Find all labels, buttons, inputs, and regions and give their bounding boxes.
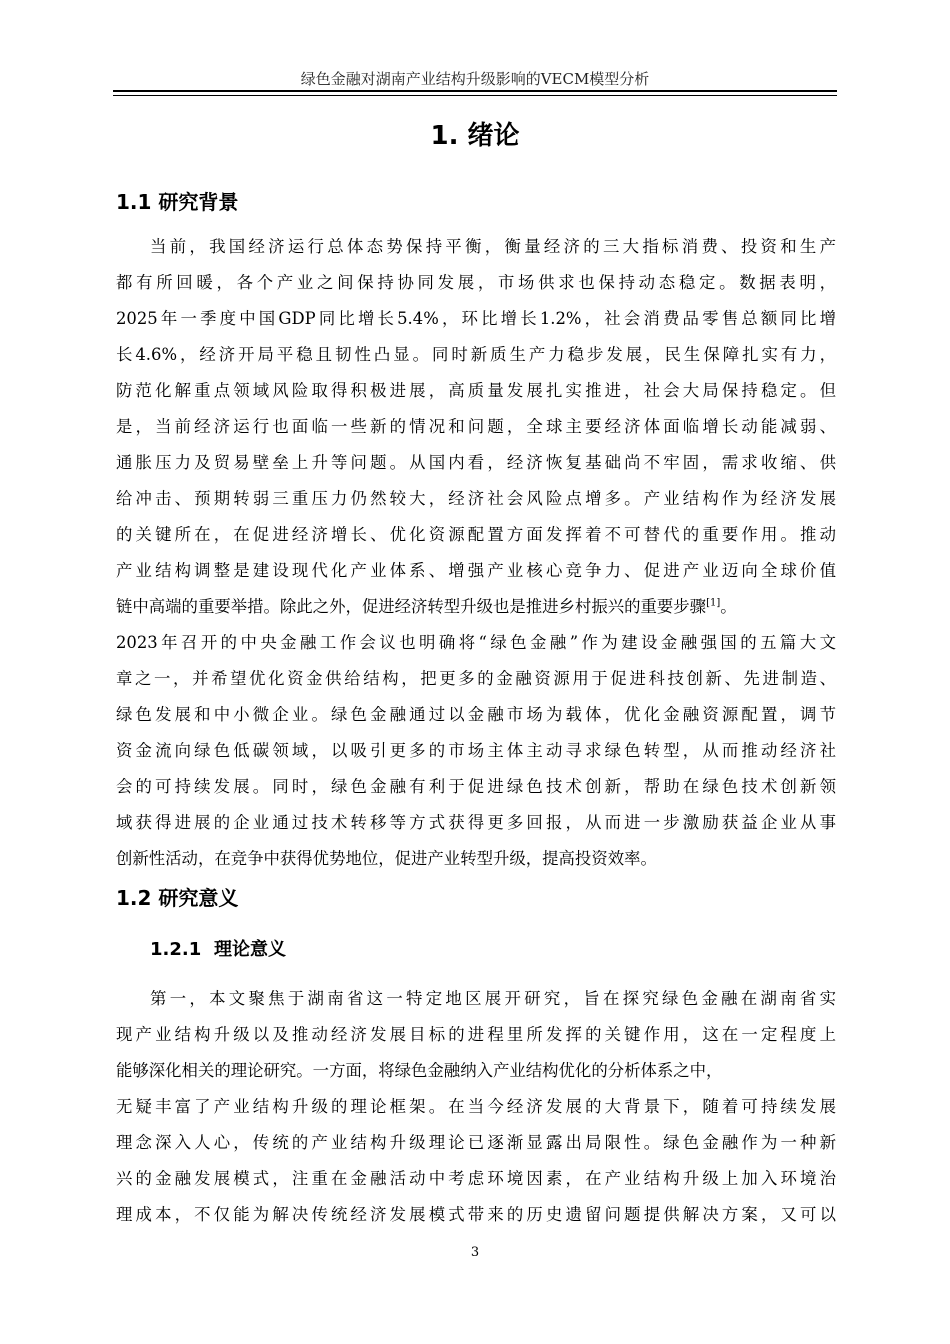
citation-tail: 。: [720, 597, 737, 616]
body-line: 理成本，不仅能为解决传统经济发展模式带来的历史遗留问题提供解决方案，又可以: [116, 1205, 836, 1224]
section-heading-research-significance: 1.2 研究意义: [116, 886, 239, 910]
body-line: 2025年一季度中国GDP同比增长5.4%，环比增长1.2%，社会消费品零售总额同比增: [116, 309, 836, 328]
body-line-with-citation: [116, 596, 836, 618]
page-number: 3: [470, 1245, 480, 1260]
body-line: 域获得进展的企业通过技术转移等方式获得更多回报，从而进一步激励获益企业从事: [116, 813, 836, 832]
header-rule-thin: [113, 95, 837, 96]
body-line: 资金流向绿色低碳领域，以吸引更多的市场主体主动寻求绿色转型，从而推动经济社: [116, 741, 836, 760]
body-line: 理念深入人心，传统的产业结构升级理论已逐渐显露出局限性。绿色金融作为一种新: [116, 1133, 836, 1152]
body-line: 兴的金融发展模式，注重在金融活动中考虑环境因素，在产业结构升级上加入环境治: [116, 1169, 836, 1188]
body-line: 给冲击、预期转弱三重压力仍然较大，经济社会风险点增多。产业结构作为经济发展: [116, 489, 836, 508]
header-rule-thick: [113, 90, 837, 92]
body-line: 第一，本文聚焦于湖南省这一特定地区展开研究，旨在探究绿色金融在湖南省实: [150, 989, 836, 1008]
section-heading-research-background: 1.1 研究背景: [116, 190, 239, 214]
body-line: 通胀压力及贸易壁垒上升等问题。从国内看，经济恢复基础尚不牢固，需求收缩、供: [116, 453, 836, 472]
body-line-text: 链中高端的重要举措。除此之外，促进经济转型升级也是推进乡村振兴的重要步骤: [116, 597, 707, 616]
body-line: 能够深化相关的理论研究。一方面，将绿色金融纳入产业结构优化的分析体系之中，: [116, 1061, 723, 1080]
body-line: 都有所回暖，各个产业之间保持协同发展，市场供求也保持动态稳定。数据表明，: [116, 273, 836, 292]
chapter-title: 1. 绪论: [430, 121, 520, 151]
body-line: 会的可持续发展。同时，绿色金融有利于促进绿色技术创新，帮助在绿色技术创新领: [116, 777, 836, 796]
body-line: 章之一，并希望优化资金供给结构，把更多的金融资源用于促进科技创新、先进制造、: [116, 669, 836, 688]
body-line: 无疑丰富了产业结构升级的理论框架。在当今经济发展的大背景下，随着可持续发展: [116, 1097, 836, 1116]
subsection-heading-theoretical-significance: [150, 937, 286, 963]
body-line: 产业结构调整是建设现代化产业体系、增强产业核心竞争力、促进产业迈向全球价值: [116, 561, 836, 580]
body-line: 长4.6%，经济开局平稳且韧性凸显。同时新质生产力稳步发展，民生保障扎实有力，: [116, 345, 836, 364]
body-line: 2023年召开的中央金融工作会议也明确将“绿色金融”作为建设金融强国的五篇大文: [116, 633, 836, 652]
running-header-title: 绿色金融对湖南产业结构升级影响的VECM模型分析: [300, 70, 650, 88]
body-line: 创新性活动，在竞争中获得优势地位，促进产业转型升级，提高投资效率。: [116, 849, 657, 868]
citation-marker[interactable]: [1]: [706, 597, 721, 609]
body-line: 的关键所在，在促进经济增长、优化资源配置方面发挥着不可替代的重要作用。推动: [116, 525, 836, 544]
subsection-number: 1.2.1: [150, 939, 202, 960]
body-line: 防范化解重点领域风险取得积极进展，高质量发展扎实推进，社会大局保持稳定。但: [116, 381, 836, 400]
subsection-title: 理论意义: [214, 939, 286, 960]
body-line: 当前，我国经济运行总体态势保持平衡，衡量经济的三大指标消费、投资和生产: [150, 237, 836, 256]
body-line: 绿色发展和中小微企业。绿色金融通过以金融市场为载体，优化金融资源配置，调节: [116, 705, 836, 724]
body-line: 是，当前经济运行也面临一些新的情况和问题，全球主要经济体面临增长动能减弱、: [116, 417, 836, 436]
body-line: 现产业结构升级以及推动经济发展目标的进程里所发挥的关键作用，这在一定程度上: [116, 1025, 836, 1044]
